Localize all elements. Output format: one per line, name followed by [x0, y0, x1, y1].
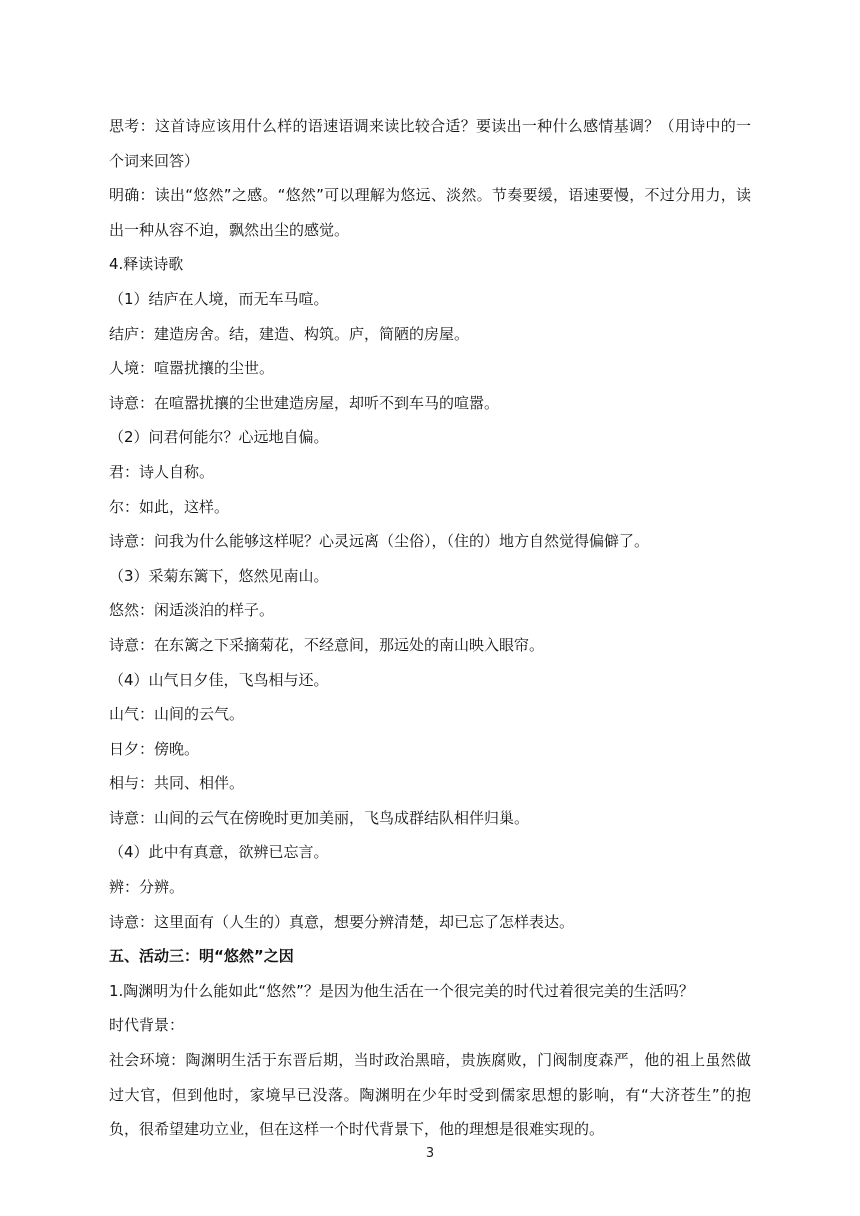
paragraph-meaning-2: 诗意：问我为什么能够这样呢？心灵远离（尘俗），（住的）地方自然觉得偏僻了。 — [109, 532, 650, 551]
page-number: 3 — [425, 1146, 435, 1161]
paragraph-meaning-4: 诗意：山间的云气在傍晚时更加美丽，飞鸟成群结队相伴归巢。 — [109, 808, 530, 827]
paragraph-gloss-xiangyu: 相与：共同、相伴。 — [109, 774, 245, 793]
paragraph-era-background-label: 时代背景： — [109, 1016, 185, 1035]
paragraph-gloss-jun: 君：诗人自称。 — [109, 462, 215, 481]
paragraph-answer-reading-tone: 明确：读出“悠然”之感。“悠然”可以理解为悠远、淡然。节奏要缓，语速要慢，不过分用力，读出一种从容不迫，飘然出尘的感觉。 — [109, 186, 751, 239]
paragraph-meaning-5: 诗意：这里面有（人生的）真意，想要分辨清楚，却已忘了怎样表达。 — [109, 912, 575, 931]
paragraph-gloss-youran: 悠然：闲适淡泊的样子。 — [109, 601, 275, 620]
paragraph-meaning-3: 诗意：在东篱之下采摘菊花，不经意间，那远处的南山映入眼帘。 — [109, 635, 545, 654]
paragraph-gloss-renjing: 人境：喧嚣扰攘的尘世。 — [109, 359, 275, 378]
paragraph-verse-5: （4）此中有真意，欲辨已忘言。 — [109, 843, 329, 862]
paragraph-gloss-jielu: 结庐：建造房舍。结，建造、构筑。庐，简陋的房屋。 — [109, 324, 470, 343]
paragraph-meaning-1: 诗意：在喧嚣扰攘的尘世建造房屋，却听不到车马的喧嚣。 — [109, 393, 500, 412]
paragraph-question-youran-reason: 1.陶渊明为什么能如此“悠然”？是因为他生活在一个很完美的时代过着很完美的生活吗？ — [109, 981, 694, 1000]
paragraph-verse-2: （2）问君何能尔？心远地自偏。 — [109, 428, 329, 447]
paragraph-gloss-bian: 辨：分辨。 — [109, 878, 185, 897]
paragraph-thinking-question: 思考：这首诗应该用什么样的语速语调来读比较合适？要读出一种什么感情基调？（用诗中的一个词来回答） — [109, 117, 751, 170]
paragraph-verse-1: （1）结庐在人境，而无车马喧。 — [109, 289, 329, 308]
page-content — [109, 109, 751, 1147]
section-heading-activity-three: 五、活动三：明“悠然”之因 — [109, 947, 294, 966]
paragraph-verse-4: （4）山气日夕佳，飞鸟相与还。 — [109, 670, 329, 689]
paragraph-social-environment: 社会环境：陶渊明生活于东晋后期，当时政治黑暗，贵族腐败，门阀制度森严，他的祖上虽然做过大官，但到他时，家境早已没落。陶渊明在少年时受到儒家思想的影响，有“大济苍生”的抱负，很希望建功立业，但在这样一个时代背景下，他的理想是很难实现的。 — [109, 1051, 751, 1139]
paragraph-gloss-er: 尔：如此，这样。 — [109, 497, 230, 516]
paragraph-gloss-rixi: 日夕：傍晚。 — [109, 739, 200, 758]
paragraph-verse-3: （3）采菊东篱下，悠然见南山。 — [109, 566, 329, 585]
paragraph-gloss-shanqi: 山气：山间的云气。 — [109, 705, 245, 724]
paragraph-heading-interpret-poem: 4.释读诗歌 — [109, 255, 184, 274]
